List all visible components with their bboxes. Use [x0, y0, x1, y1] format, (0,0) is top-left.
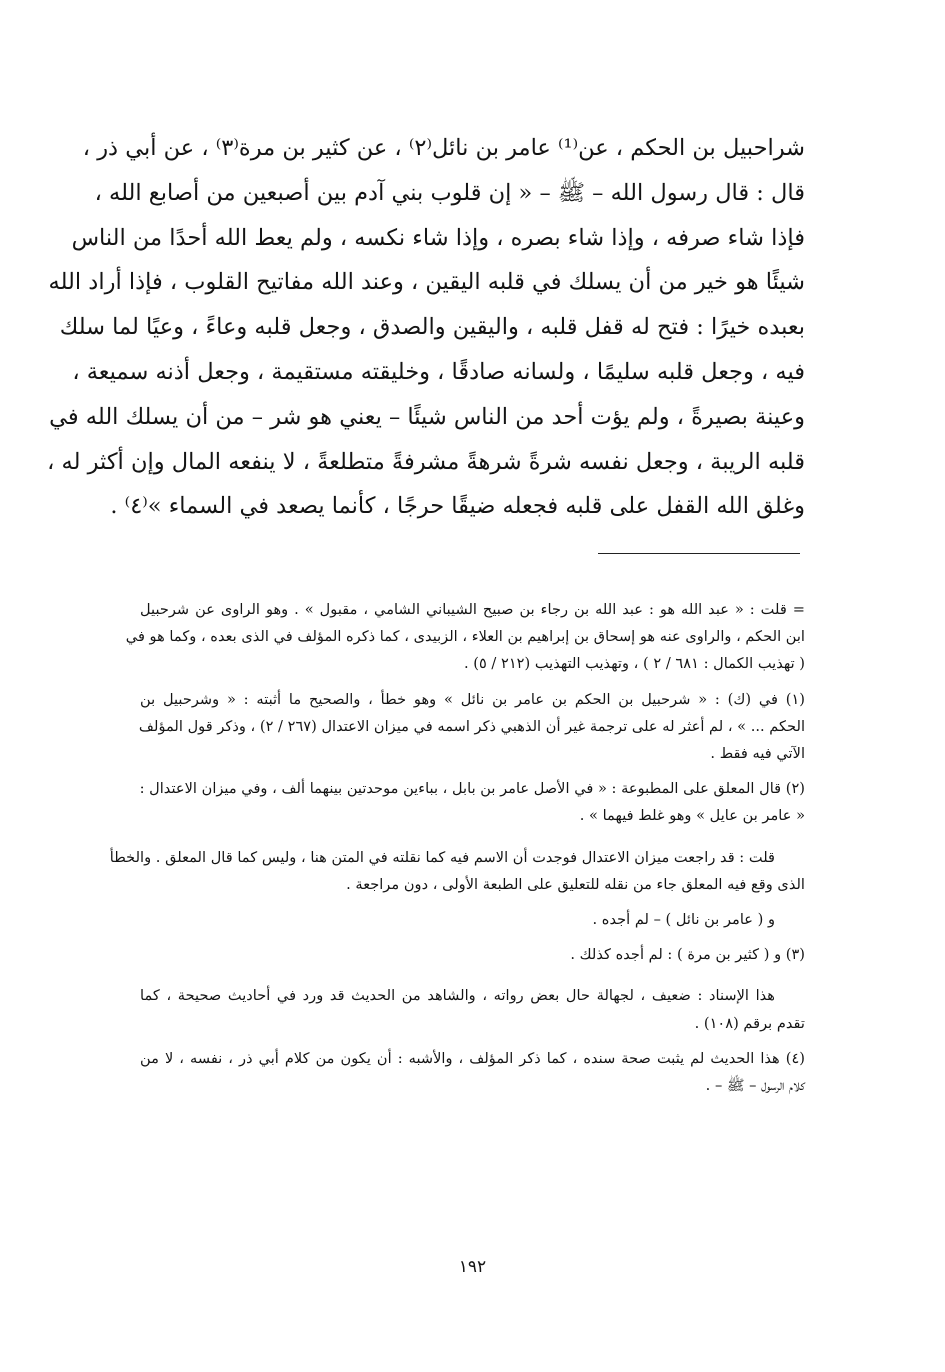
footnote-line: تقدم برقم (١٠٨) . — [694, 1014, 805, 1032]
footnote-line: و ( عامر بن نائل ) – لم أجده . — [592, 911, 775, 929]
footnote-line: (٢) قال المعلق على المطبوعة : « في الأصل عامر بن بابل ، بباءين موحدتين بينهما ألف ، وفي ميزان الاعتدال : — [139, 780, 805, 798]
text-line: قلبه الريبة ، وجعل نفسه شرةً شرهةً مشرفةً متطلعةً ، لا ينفعه المال وإن أكثر له ، — [47, 448, 805, 475]
footnote-2-comment — [109, 844, 805, 898]
footnote-line: الذى وقع فيه المعلق جاء من نقله للتعليق على الطبعة الأولى ، دون مراجعة . — [346, 875, 805, 893]
text-line: شيئًا هو خير من أن يسلك في قلبه اليقين ، وعند الله مفاتيح القلوب ، فإذا أراد الله — [48, 269, 805, 296]
footnote-line: = قلت : « عبد الله هو : عبد الله بن رجاء بن صبيح الشيباني الشامي ، مقبول » . وهو الراوى عن شرحبيل — [140, 601, 805, 618]
footnote-line: (٣) و ( كثير بن مرة ) : لم أجده كذلك . — [570, 946, 805, 964]
footnote-line: هذا الإسناد : ضعيف ، لجهالة حال بعض رواته ، والشاهد من الحديث قد ورد في أحاديث صحيحة ، كما — [140, 987, 775, 1005]
footnote-2 — [140, 775, 805, 829]
footnote-line: ابن الحكم ، والراوى عنه هو إسحاق بن إبراهيم بن العلاء ، الزبيدى ، كما ذكره المؤلف في الذى بعده ، وكما هو في — [125, 628, 805, 646]
text-line: قال : قال رسول الله – ﷺ – « إن قلوب بني آدم بين أصبعين من أصابع الله ، — [94, 179, 805, 206]
page-number: ١٩٢ — [458, 1257, 487, 1277]
text-line: فيه ، وجعل قلبه سليمًا ، ولسانه صادقًا ، وخليقته مستقيمة ، وجعل أذنه سميعة ، — [72, 358, 805, 385]
text-line: فإذا شاء صرفه ، وإذا شاء بصره ، وإذا شاء نكسه ، ولم يعط الله أحدًا من الناس — [71, 224, 805, 251]
footnote-continuation — [125, 596, 805, 678]
footnote-4 — [140, 1045, 805, 1099]
footnote-separator — [598, 553, 800, 554]
footnote-2-note — [140, 906, 805, 933]
footnote-line: ( تهذيب الكمال : ٦٨١ / ٢ ) ، وتهذيب التهذيب (٢١٢ / ٥) . — [463, 655, 805, 673]
footnotes-section — [109, 596, 805, 1107]
text-line: شراحبيل بن الحكم ، عن⁽¹⁾ عامر بن نائل⁽٢⁾ ، عن كثير بن مرة⁽٣⁾ ، عن أبي ذر ، — [82, 135, 805, 161]
footnote-3 — [140, 941, 805, 968]
footnote-line: الآتي فيه فقط . — [710, 745, 805, 763]
text-line: وعينة بصيرةً ، ولم يؤت أحد من الناس شيئًا – يعني هو شر – من أن يسلك الله في — [49, 403, 805, 430]
footnote-line: كلام الرسول – ﷺ – . — [705, 1077, 805, 1095]
footnote-3-isnad — [140, 982, 805, 1036]
text-line: وغلق الله القفل على قلبه فجعله ضيقًا حرجًا ، كأنما يصعد في السماء »⁽٤⁾ . — [110, 493, 805, 520]
footnote-line: قلت : قد راجعت ميزان الاعتدال فوجدت أن الاسم فيه كما نقلته في المتن هنا ، وليس كما قال المعلق . والخطأ — [109, 848, 775, 866]
hadith-paragraph — [47, 126, 805, 529]
footnote-line: (١) في (ك) : « شرحبيل بن الحكم بن عامر بن نائل » وهو خطأ ، والصحيح ما أثبته : « وشرحبيل بن — [140, 690, 805, 708]
footnote-line: « عامر بن عايل » وهو غلط فيهما » . — [579, 807, 805, 825]
text-line: بعبده خيرًا : فتح له قفل قلبه ، واليقين والصدق ، وجعل قلبه وعاءً ، وعيًا لما سلك — [59, 314, 805, 341]
footnote-1 — [140, 686, 805, 768]
footnote-line: (٤) هذا الحديث لم يثبت صحة سنده ، كما ذكر المؤلف ، والأشبه : أن يكون من كلام أبي ذر ، نفسه ، لا من — [140, 1049, 805, 1067]
footnote-line: الحكم ... » ، لم أعثر له على ترجمة غير أن الذهبي ذكر اسمه في ميزان الاعتدال (٢٦٧ / ٢) ، وذكر قول المؤلف — [138, 717, 805, 735]
